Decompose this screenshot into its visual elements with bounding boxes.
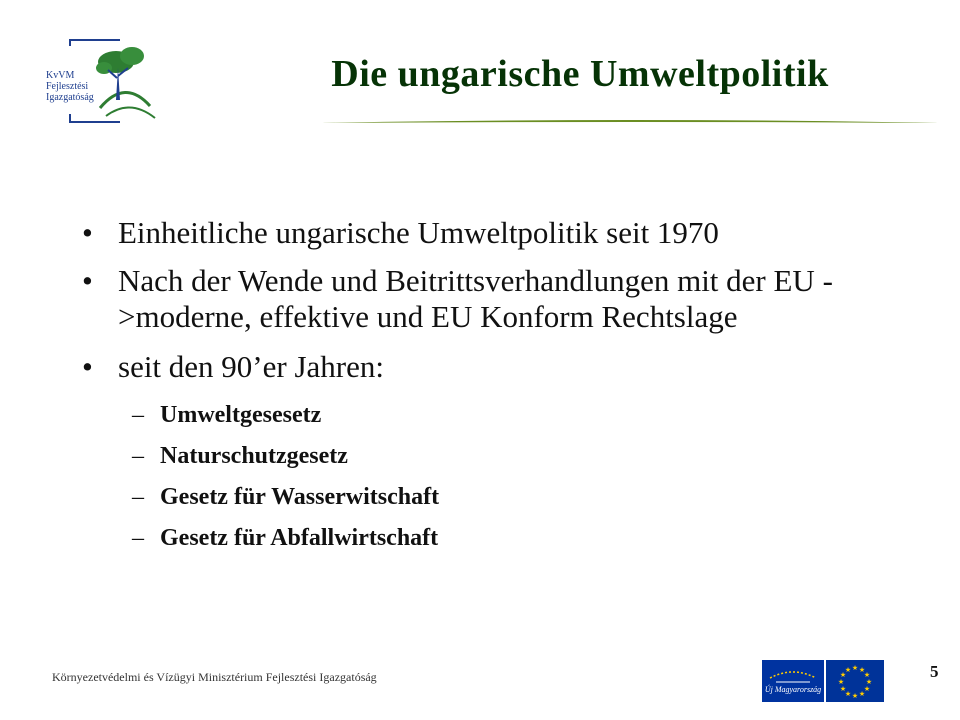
bullet-text: seit den 90’er Jahren: xyxy=(118,349,384,384)
kvvm-logo xyxy=(40,38,160,128)
svg-text:★: ★ xyxy=(863,685,871,693)
svg-text:★: ★ xyxy=(858,666,866,674)
sub-item-text: Gesetz für Wasserwitschaft xyxy=(160,484,440,510)
dash-icon: – xyxy=(132,443,144,469)
sub-item-text: Umweltgesesetz xyxy=(160,402,322,428)
logo-text-line-3: Igazgatóság xyxy=(46,92,94,103)
slide-title: Die ungarische Umweltpolitik xyxy=(331,53,829,95)
svg-text:★: ★ xyxy=(865,678,873,686)
bullet-icon: • xyxy=(82,349,93,384)
svg-text:★: ★ xyxy=(839,671,847,679)
dash-icon: – xyxy=(132,402,144,428)
sub-item xyxy=(82,401,872,429)
logo-text-line-2: Fejlesztési xyxy=(46,81,89,92)
bullet-text: Einheitliche ungarische Umweltpolitik seit 1970 xyxy=(118,215,719,250)
title-underline xyxy=(320,118,940,126)
svg-text:★: ★ xyxy=(858,690,866,698)
svg-text:★: ★ xyxy=(844,690,852,698)
svg-text:★: ★ xyxy=(851,664,859,672)
svg-text:★: ★ xyxy=(839,685,847,693)
bullet-icon: • xyxy=(82,215,93,250)
svg-text:★: ★ xyxy=(844,666,852,674)
sub-item xyxy=(82,483,872,511)
dash-icon: – xyxy=(132,525,144,551)
dash-icon: – xyxy=(132,484,144,510)
page-number: 5 xyxy=(930,662,939,681)
svg-text:★: ★ xyxy=(851,692,859,700)
eu-flag xyxy=(826,660,884,702)
flag-text: Új Magyarország xyxy=(764,685,822,694)
logo-text-line-1: KvVM xyxy=(46,70,75,81)
svg-text:★: ★ xyxy=(837,678,845,686)
sub-item-text: Gesetz für Abfallwirtschaft xyxy=(160,525,439,551)
bullet-icon: • xyxy=(82,263,93,298)
svg-text:★: ★ xyxy=(863,671,871,679)
uj-magyarorszag-flag xyxy=(762,660,824,702)
sub-item xyxy=(82,442,872,470)
sub-item xyxy=(82,524,872,552)
sub-item-text: Naturschutzgesetz xyxy=(160,443,348,469)
bullet-text: Nach der Wende und Beitrittsverhandlungen mit der EU ->moderne, effektive und EU Konform Rechtslage xyxy=(118,263,833,334)
bullet-item xyxy=(82,349,872,385)
footer-organization: Környezetvédelmi és Vízügyi Minisztérium Fejlesztési Igazgatóság xyxy=(52,670,377,684)
bullet-item xyxy=(82,215,872,251)
slide-content xyxy=(82,215,872,565)
bullet-item xyxy=(82,263,872,335)
